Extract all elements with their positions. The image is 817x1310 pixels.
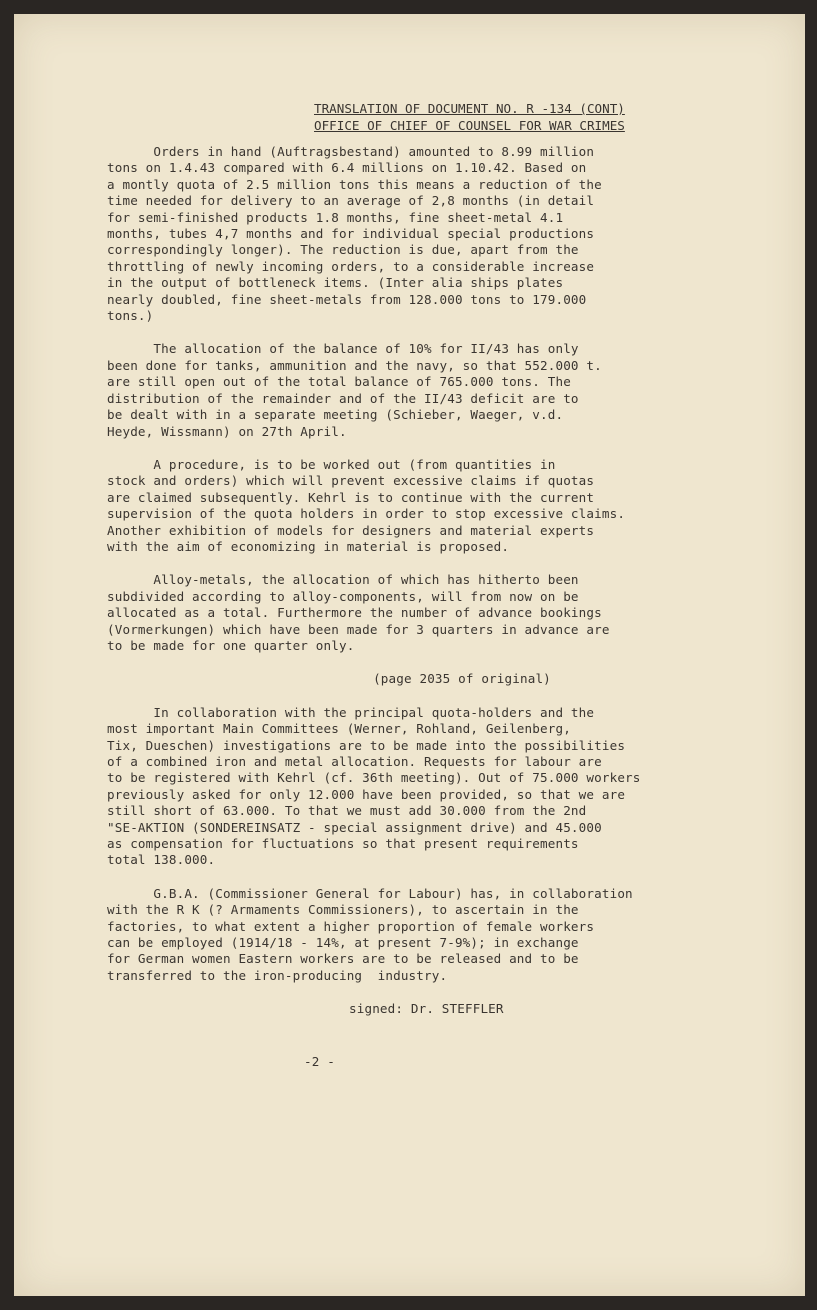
document-body: [107, 144, 697, 1083]
paragraph-procedure: A procedure, is to be worked out (from quantities in stock and orders) which will prevent excessive claims if quotas are claimed subsequently. Kehrl is to continue with the current supervision of the quota holders in order to stop excessive claims. Another exhibition of models for designers and material experts with the aim of economizing in material is proposed.: [107, 456, 626, 554]
header-line-1: TRANSLATION OF DOCUMENT NO. R -134 (CONT): [314, 101, 625, 116]
paragraph-orders: Orders in hand (Auftragsbestand) amounted to 8.99 million tons on 1.4.43 compared with 6.4 millions on 1.10.42. Based on a montly quota of 2.5 million tons this means a reduction of the time needed for delivery to an average of 2,8 months (in detail for semi-finished products 1.8 months, fine sheet-metal 4.1 months, tubes 4,7 months and for individual special productions correspondingly longer). The reduction is due, apart from the throttling of newly incoming orders, to a considerable increase in the output of bottleneck items. (Inter alia ships plates nearly doubled, fine sheet-metals from 128.000 tons to 179.000 tons.): [107, 144, 602, 324]
page-reference: (page 2035 of original): [373, 671, 551, 687]
paragraph-alloy-metals: Alloy-metals, the allocation of which has hitherto been subdivided according to alloy-components, will from now on be allocated as a total. Furthermore the number of advance bookings (Vormerkungen) which have been made for 3 quarters in advance are to be made for one quarter only.: [107, 572, 610, 653]
document-header: [314, 100, 625, 134]
paragraph-gba: G.B.A. (Commissioner General for Labour) has, in collaboration with the R K (? Armaments Commissioners), to ascertain in the factories, to what extent a higher proportion of female workers can be employed (1914/18 - 14%, at present 7-9%); in exchange for German women Eastern workers are to be released and to be transferred to the iron-producing industry.: [107, 885, 633, 983]
paragraph-collaboration: In collaboration with the principal quota-holders and the most important Main Committees (Werner, Rohland, Geilenberg, Tix, Dueschen) investigations are to be made into the possibilities of a combined iron and metal allocation. Requests for labour are to be registered with Kehrl (cf. 36th meeting). Out of 75.000 workers previously asked for only 12.000 have been provided, so that we are still short of 63.000. To that we must add 30.000 from the 2nd "SE-AKTION (SONDEREINSATZ - special assignment drive) and 45.000 as compensation for fluctuations so that present requirements total 138.000.: [107, 704, 641, 868]
header-line-2: OFFICE OF CHIEF OF COUNSEL FOR WAR CRIMES: [314, 118, 625, 133]
signature-line: signed: Dr. STEFFLER: [349, 1001, 504, 1017]
page-number: -2 -: [304, 1053, 335, 1069]
paragraph-allocation: The allocation of the balance of 10% for II/43 has only been done for tanks, ammunition and the navy, so that 552.000 t. are still open out of the total balance of 765.000 tons. The distribution of the remainder and of the II/43 deficit are to be dealt with in a separate meeting (Schieber, Waeger, v.d. Heyde, Wissmann) on 27th April.: [107, 341, 602, 439]
